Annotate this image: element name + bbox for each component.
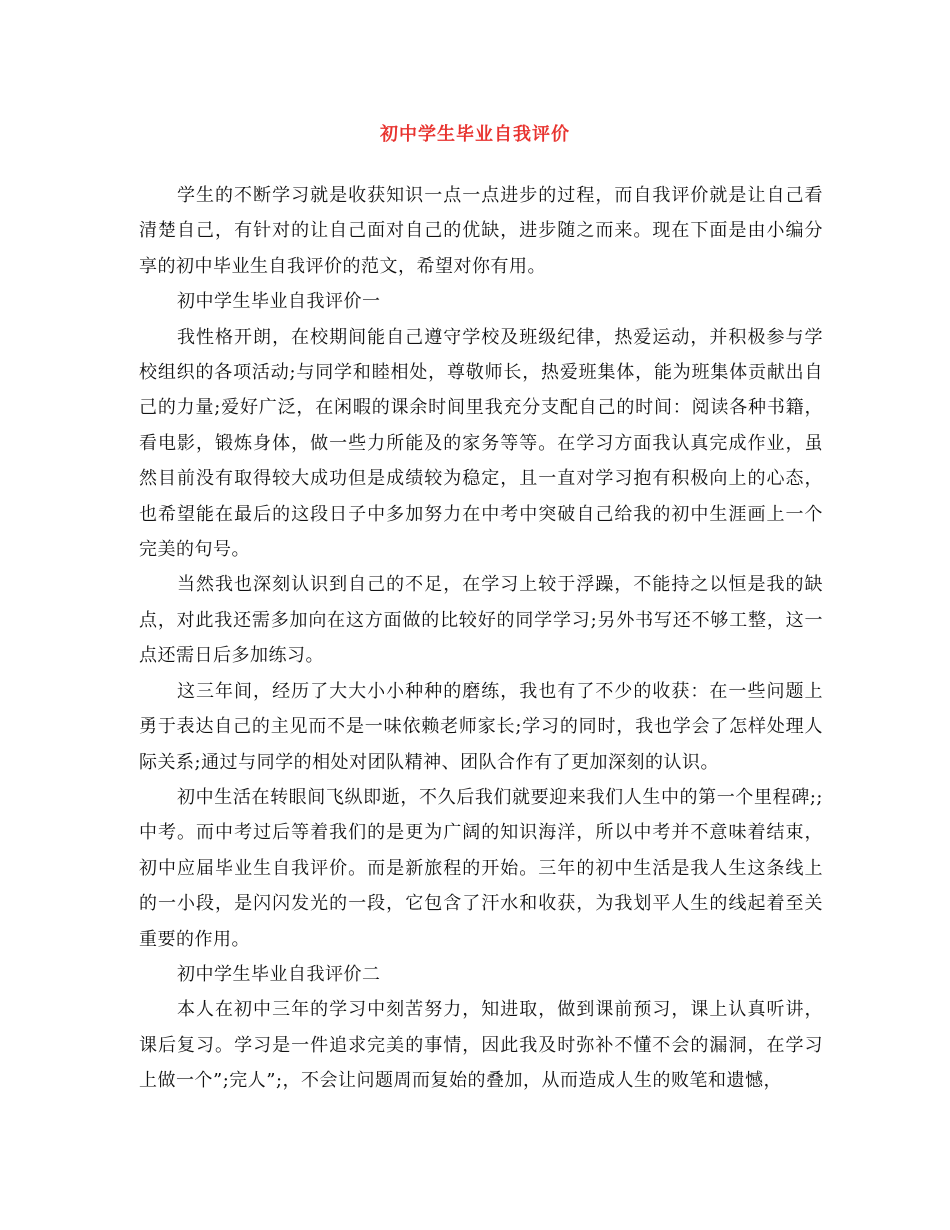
document-title: 初中学生毕业自我评价 (380, 124, 570, 145)
section-one-paragraph-3: 这三年间，经历了大大小小种种的磨练，我也有了不少的收获：在一些问题上勇于表达自己的主见而不是一味依赖老师家长;学习的同时，我也学会了怎样处理人际关系;通过与同学的相处对团队精神、团队合作有了更加深刻的认识。 (139, 680, 823, 773)
section-two-paragraph-1: 本人在初中三年的学习中刻苦努力，知进取，做到课前预习，课上认真听讲，课后复习。学习是一件追求完美的事情，因此我及时弥补不懂不会的漏洞，在学习上做一个”;完人”;，不会让问题周而复始的叠加，从而造成人生的败笔和遗憾， (139, 999, 823, 1092)
intro-paragraph: 学生的不断学习就是收获知识一点一点进步的过程，而自我评价就是让自己看清楚自己，有针对的让自己面对自己的优缺，进步随之而来。现在下面是由小编分享的初中毕业生自我评价的范文，希望对你有用。 (139, 185, 823, 277)
section-one-paragraph-1: 我性格开朗，在校期间能自己遵守学校及班级纪律，热爱运动，并积极参与学校组织的各项活动;与同学和睦相处，尊敬师长，热爱班集体，能为班集体贡献出自己的力量;爱好广泛，在闲暇的课余时间里我充分支配自己的时间：阅读各种书籍，看电影，锻炼身体，做一些力所能及的家务等等。在学习方面我认真完成作业，虽然目前没有取得较大成功但是成绩较为稳定，且一直对学习抱有积极向上的心态，也希望能在最后的这段日子中多加努力在中考中突破自己给我的初中生涯画上一个完美的句号。 (139, 326, 823, 561)
section-one-paragraph-2: 当然我也深刻认识到自己的不足，在学习上较于浮躁，不能持之以恒是我的缺点，对此我还需多加向在这方面做的比较好的同学学习;另外书写还不够工整，这一点还需日后多加练习。 (139, 574, 823, 667)
document-body (139, 178, 823, 1099)
section-heading-two: 初中学生毕业自我评价二 (177, 963, 381, 985)
section-one-paragraph-4: 初中生活在转眼间飞纵即逝，不久后我们就要迎来我们人生中的第一个里程碑;;中考。而中考过后等着我们的是更为广阔的知识海洋，所以中考并不意味着结束，初中应届毕业生自我评价。而是新旅程的开始。三年的初中生活是我人生这条线上的一小段，是闪闪发光的一段，它包含了汗水和收获，为我划平人生的线起着至关重要的作用。 (139, 786, 823, 950)
section-heading-one: 初中学生毕业自我评价一 (177, 291, 381, 313)
